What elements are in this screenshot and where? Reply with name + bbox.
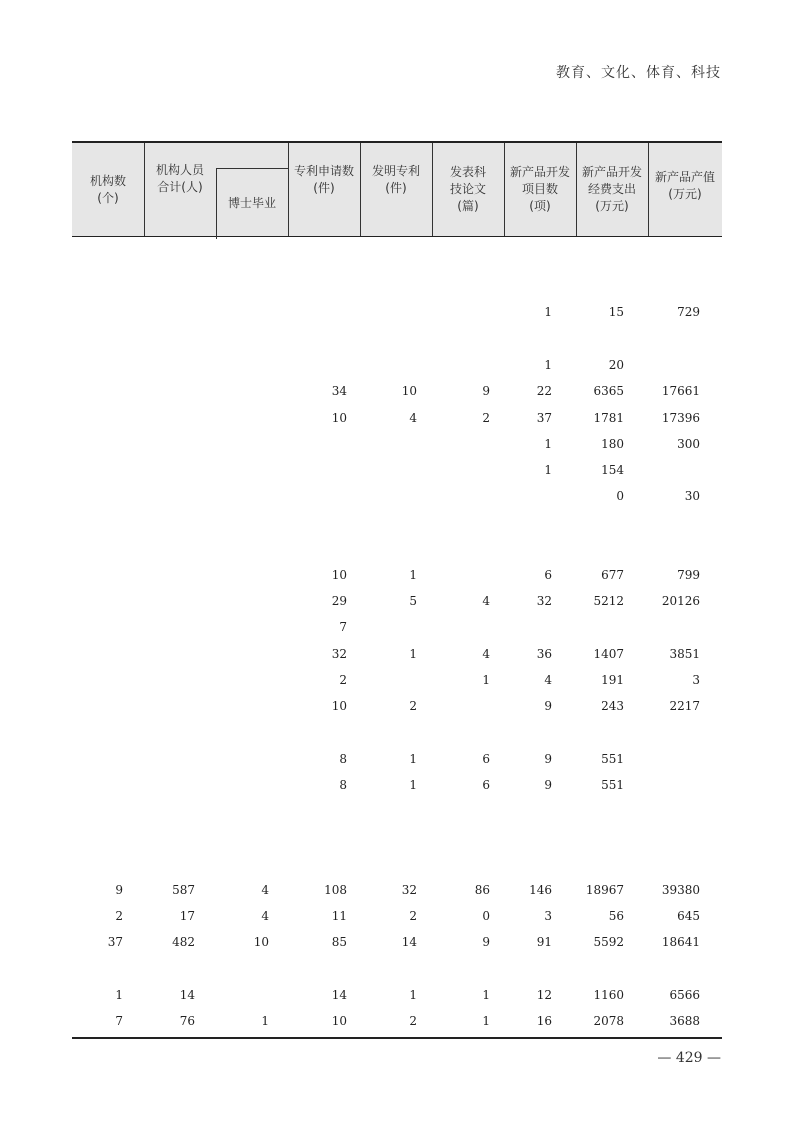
table-cell: 10 <box>331 699 347 713</box>
table-cell: 1160 <box>593 988 624 1002</box>
table-cell: 1 <box>544 437 552 451</box>
table-cell: 14 <box>331 988 347 1002</box>
table-cell: 10 <box>331 568 347 582</box>
table-row <box>72 567 722 583</box>
table-cell: 86 <box>474 883 490 897</box>
table-row <box>72 987 722 1003</box>
header-invention-patents: 发明专利 (件) <box>371 163 420 195</box>
table-cell: 8 <box>339 778 347 792</box>
table-cell: 146 <box>529 883 552 897</box>
table-cell: 17661 <box>661 384 700 398</box>
header-new-product-projects: 新产品开发 项目数 (项) <box>509 165 570 213</box>
table-bottom-rule <box>72 1037 722 1039</box>
table-row <box>72 751 722 767</box>
table-cell: 2 <box>482 411 490 425</box>
table-row <box>72 934 722 950</box>
header-new-product-expenditure: 新产品开发 经费支出 (万元) <box>581 165 642 213</box>
table-cell: 6365 <box>593 384 624 398</box>
table-cell: 76 <box>179 1014 195 1028</box>
table-row <box>72 672 722 688</box>
table-cell: 1 <box>409 988 417 1002</box>
table-cell: 1781 <box>593 411 624 425</box>
header-doctorate: 博士毕业 <box>227 196 276 210</box>
table-cell: 645 <box>677 909 700 923</box>
table-row <box>72 908 722 924</box>
page-number: — 429 — <box>657 1050 721 1066</box>
table-cell: 6566 <box>669 988 700 1002</box>
table-cell: 12 <box>536 988 552 1002</box>
table-row <box>72 1013 722 1029</box>
table-row <box>72 593 722 609</box>
header-divider <box>288 143 289 236</box>
table-cell: 9 <box>544 699 552 713</box>
table-cell: 17396 <box>661 411 700 425</box>
table-cell: 1 <box>482 673 490 687</box>
table-cell: 1 <box>544 305 552 319</box>
table-cell: 20 <box>608 358 624 372</box>
table-row <box>72 436 722 452</box>
header-divider <box>216 168 217 239</box>
table-cell: 1 <box>409 647 417 661</box>
table-cell: 14 <box>179 988 195 1002</box>
header-divider <box>144 143 145 236</box>
table-cell: 18967 <box>585 883 624 897</box>
table-cell: 2 <box>409 699 417 713</box>
table-cell: 3851 <box>669 647 700 661</box>
table-cell: 2 <box>339 673 347 687</box>
table-row <box>72 383 722 399</box>
table-row <box>72 698 722 714</box>
table-cell: 16 <box>536 1014 552 1028</box>
header-new-product-output: 新产品产值 (万元) <box>654 169 715 201</box>
table-cell: 9 <box>544 778 552 792</box>
table-cell: 14 <box>401 935 417 949</box>
table-cell: 22 <box>536 384 552 398</box>
table-cell: 799 <box>677 568 700 582</box>
table-cell: 1 <box>482 988 490 1002</box>
table-cell: 10 <box>401 384 417 398</box>
table-row <box>72 777 722 793</box>
table-cell: 10 <box>253 935 269 949</box>
table-cell: 191 <box>601 673 624 687</box>
table-cell: 37 <box>536 411 552 425</box>
table-cell: 9 <box>482 935 490 949</box>
header-divider <box>648 143 649 236</box>
table-row <box>72 462 722 478</box>
table-cell: 1 <box>409 752 417 766</box>
table-cell: 56 <box>608 909 624 923</box>
table-cell: 1 <box>115 988 123 1002</box>
table-cell: 32 <box>331 647 347 661</box>
table-cell: 1 <box>409 568 417 582</box>
table-cell: 10 <box>331 411 347 425</box>
table-cell: 9 <box>482 384 490 398</box>
table-cell: 1 <box>261 1014 269 1028</box>
table-row <box>72 357 722 373</box>
table-cell: 3 <box>692 673 700 687</box>
table-cell: 32 <box>401 883 417 897</box>
table-cell: 677 <box>601 568 624 582</box>
table-cell: 37 <box>107 935 123 949</box>
table-cell: 2217 <box>669 699 700 713</box>
table-cell: 1 <box>544 463 552 477</box>
table-cell: 10 <box>331 1014 347 1028</box>
header-papers: 发表科 技论文 (篇) <box>449 165 486 213</box>
table-cell: 30 <box>684 489 700 503</box>
table-cell: 34 <box>331 384 347 398</box>
table-cell: 180 <box>601 437 624 451</box>
table-cell: 6 <box>482 778 490 792</box>
header-divider <box>504 143 505 236</box>
table-cell: 6 <box>544 568 552 582</box>
table-cell: 1 <box>482 1014 490 1028</box>
table-row <box>72 488 722 504</box>
table-row <box>72 619 722 635</box>
running-head: 教育、文化、体育、科技 <box>556 65 721 81</box>
table-cell: 6 <box>482 752 490 766</box>
table-cell: 587 <box>172 883 195 897</box>
table-cell: 3688 <box>669 1014 700 1028</box>
table-cell: 17 <box>179 909 195 923</box>
table-cell: 551 <box>601 752 624 766</box>
table-row <box>72 646 722 662</box>
table-cell: 9 <box>115 883 123 897</box>
table-cell: 4 <box>482 647 490 661</box>
table-cell: 36 <box>536 647 552 661</box>
table-cell: 4 <box>261 909 269 923</box>
header-personnel-total: 机构人员 合计(人) <box>155 162 204 194</box>
header-subgroup-line <box>216 168 288 169</box>
table-cell: 91 <box>536 935 552 949</box>
table-cell: 2 <box>409 909 417 923</box>
table-cell: 300 <box>677 437 700 451</box>
table-cell: 243 <box>601 699 624 713</box>
header-patent-applications: 专利申请数 (件) <box>293 163 354 195</box>
table-cell: 1 <box>544 358 552 372</box>
table-cell: 4 <box>409 411 417 425</box>
table-cell: 7 <box>115 1014 123 1028</box>
table-cell: 729 <box>677 305 700 319</box>
table-cell: 11 <box>331 909 347 923</box>
table-cell: 2 <box>409 1014 417 1028</box>
header-institutions: 机构数 (个) <box>89 173 126 205</box>
table-row <box>72 410 722 426</box>
table-cell: 4 <box>544 673 552 687</box>
table-row <box>72 882 722 898</box>
table-cell: 5 <box>409 594 417 608</box>
table-cell: 15 <box>608 305 624 319</box>
table-cell: 154 <box>601 463 624 477</box>
table-cell: 0 <box>616 489 624 503</box>
table-cell: 108 <box>324 883 347 897</box>
table-cell: 5212 <box>593 594 624 608</box>
header-divider <box>576 143 577 236</box>
table-cell: 4 <box>482 594 490 608</box>
table-cell: 39380 <box>661 883 700 897</box>
table-cell: 18641 <box>661 935 700 949</box>
table-cell: 32 <box>536 594 552 608</box>
table-cell: 8 <box>339 752 347 766</box>
table-cell: 29 <box>331 594 347 608</box>
header-divider <box>432 143 433 236</box>
table-cell: 5592 <box>593 935 624 949</box>
table-cell: 9 <box>544 752 552 766</box>
table-cell: 1 <box>409 778 417 792</box>
table-cell: 482 <box>172 935 195 949</box>
table-cell: 1407 <box>593 647 624 661</box>
table-header <box>72 141 722 237</box>
table-cell: 4 <box>261 883 269 897</box>
table-cell: 20126 <box>661 594 700 608</box>
table-cell: 2 <box>115 909 123 923</box>
table-cell: 2078 <box>593 1014 624 1028</box>
table-cell: 7 <box>339 620 347 634</box>
table-cell: 85 <box>331 935 347 949</box>
table-cell: 3 <box>544 909 552 923</box>
table-cell: 551 <box>601 778 624 792</box>
table-cell: 0 <box>482 909 490 923</box>
header-divider <box>360 143 361 236</box>
table-row <box>72 304 722 320</box>
